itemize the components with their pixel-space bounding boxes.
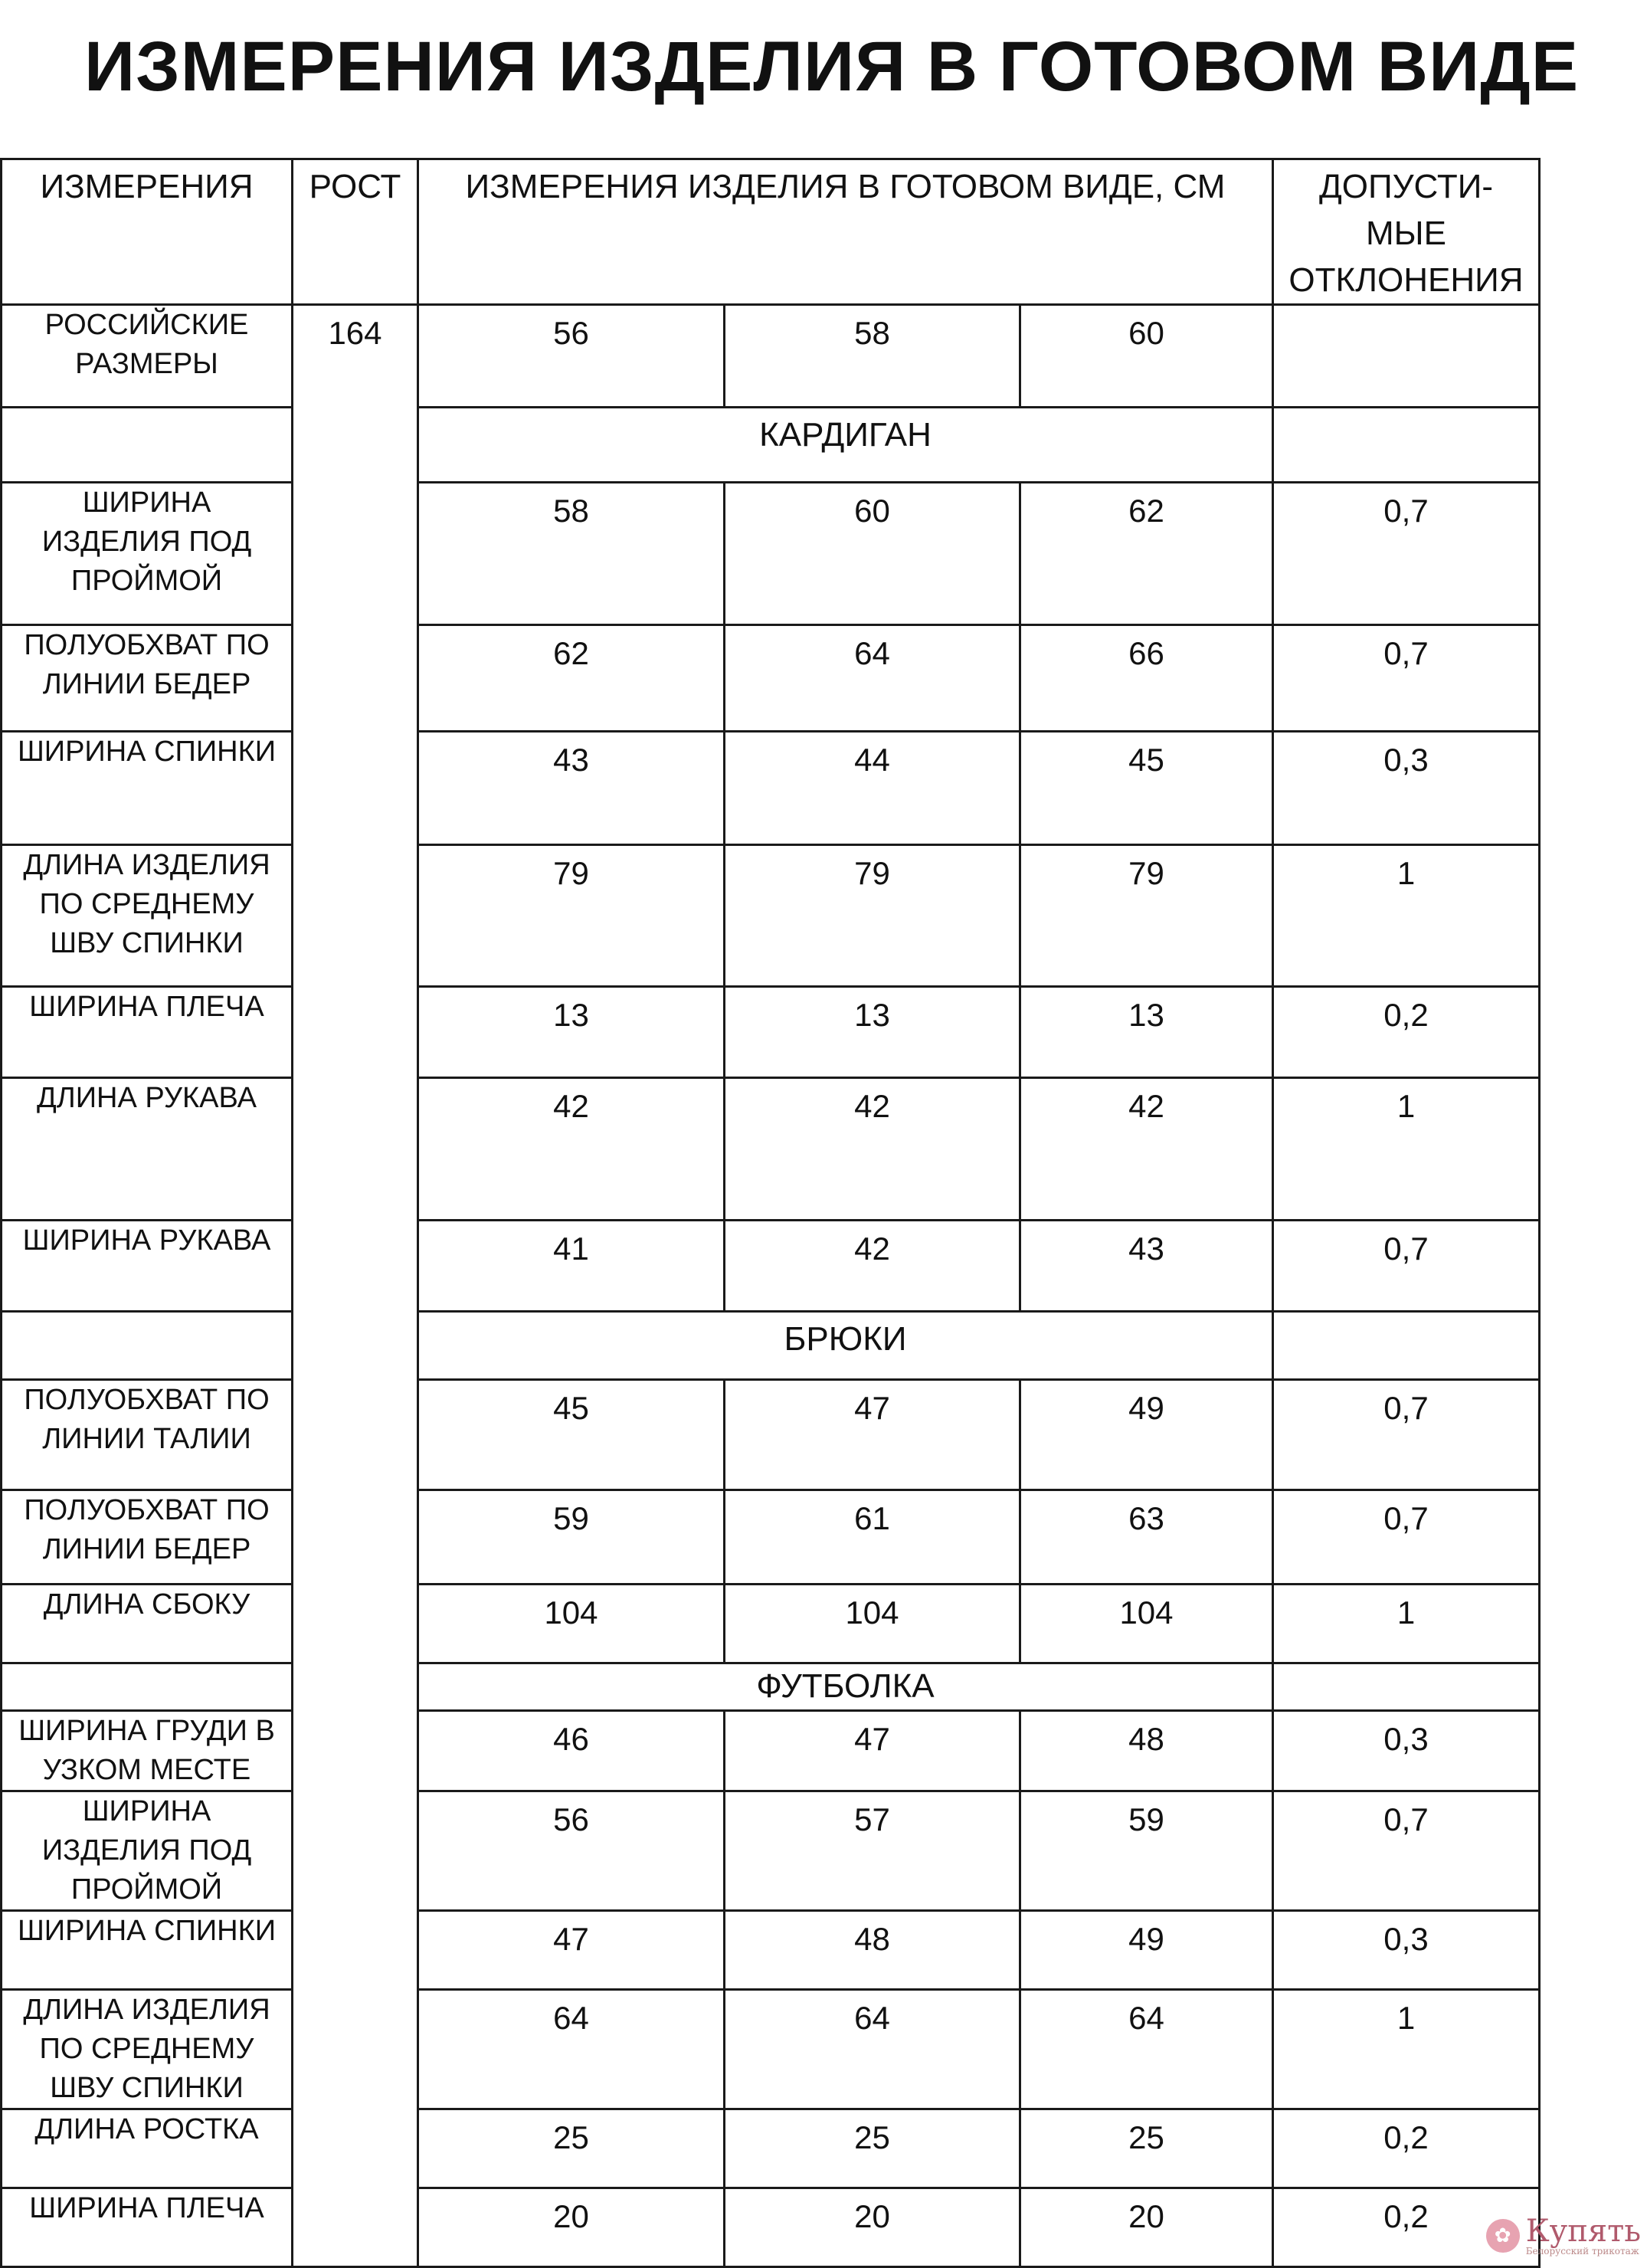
section-empty [2, 1312, 293, 1380]
section-row [2, 408, 1540, 483]
row-value: 13 [725, 987, 1020, 1078]
table-row [2, 1990, 1540, 2109]
table-row [2, 845, 1540, 987]
row-tolerance: 1 [1273, 845, 1540, 987]
row-tolerance: 0,2 [1273, 987, 1540, 1078]
table-row [2, 2188, 1540, 2267]
row-value: 104 [725, 1585, 1020, 1663]
row-value: 48 [725, 1911, 1020, 1990]
row-value: 48 [1020, 1711, 1273, 1791]
row-label: ШИРИНА СПИНКИ [2, 1911, 293, 1990]
row-label: ШИРИНА СПИНКИ [2, 732, 293, 845]
row-label: ШИРИНА ИЗДЕЛИЯ ПОД ПРОЙМОЙ [2, 1791, 293, 1911]
row-tolerance: 0,3 [1273, 732, 1540, 845]
row-label: ДЛИНА РУКАВА [2, 1078, 293, 1221]
row-value: 58 [418, 483, 725, 625]
table-row [2, 1490, 1540, 1585]
table-row [2, 1711, 1540, 1791]
row-tolerance: 0,7 [1273, 1490, 1540, 1585]
row-value: 43 [1020, 1221, 1273, 1312]
row-value: 13 [418, 987, 725, 1078]
section-pants: БРЮКИ [418, 1312, 1273, 1380]
table-row [2, 2109, 1540, 2188]
row-value: 47 [725, 1711, 1020, 1791]
row-value: 25 [418, 2109, 725, 2188]
measurements-table [0, 158, 1541, 2268]
watermark [1486, 2216, 1641, 2256]
row-value: 64 [1020, 1990, 1273, 2109]
row-label: ШИРИНА ИЗДЕЛИЯ ПОД ПРОЙМОЙ [2, 483, 293, 625]
row-value: 25 [725, 2109, 1020, 2188]
row-tolerance: 0,7 [1273, 625, 1540, 732]
row-tolerance: 1 [1273, 1990, 1540, 2109]
header-row [2, 159, 1540, 305]
row-value: 64 [725, 1990, 1020, 2109]
row-label: ШИРИНА ПЛЕЧА [2, 987, 293, 1078]
size-1: 56 [418, 305, 725, 408]
section-empty [1273, 1312, 1540, 1380]
row-value: 49 [1020, 1911, 1273, 1990]
table-row [2, 483, 1540, 625]
row-value: 57 [725, 1791, 1020, 1911]
row-label: ПОЛУОБХВАТ ПО ЛИНИИ БЕДЕР [2, 1490, 293, 1585]
section-cardigan: КАРДИГАН [418, 408, 1273, 483]
header-tolerance: ДОПУСТИ- МЫЕ ОТКЛОНЕНИЯ [1273, 159, 1540, 305]
row-value: 59 [1020, 1791, 1273, 1911]
section-empty [2, 1663, 293, 1711]
table-row [2, 1221, 1540, 1312]
table-row [2, 732, 1540, 845]
row-tolerance: 0,3 [1273, 1911, 1540, 1990]
row-value: 41 [418, 1221, 725, 1312]
row-value: 45 [1020, 732, 1273, 845]
row-value: 49 [1020, 1380, 1273, 1490]
sizes-row [2, 305, 1540, 408]
page-title: ИЗМЕРЕНИЯ ИЗДЕЛИЯ В ГОТОВОМ ВИДЕ [84, 28, 1580, 106]
row-tolerance: 0,2 [1273, 2109, 1540, 2188]
watermark-logo-icon: ✿ [1486, 2219, 1520, 2253]
row-value: 42 [725, 1221, 1020, 1312]
table-row [2, 1791, 1540, 1911]
row-value: 20 [725, 2188, 1020, 2267]
row-value: 79 [1020, 845, 1273, 987]
row-tolerance: 1 [1273, 1585, 1540, 1663]
row-value: 42 [1020, 1078, 1273, 1221]
row-value: 56 [418, 1791, 725, 1911]
table-row [2, 1585, 1540, 1663]
row-label: ШИРИНА ПЛЕЧА [2, 2188, 293, 2267]
row-value: 62 [418, 625, 725, 732]
row-value: 104 [418, 1585, 725, 1663]
row-value: 45 [418, 1380, 725, 1490]
header-measure: ИЗМЕРЕНИЯ [2, 159, 293, 305]
row-tolerance: 0,7 [1273, 1791, 1540, 1911]
row-label: ШИРИНА РУКАВА [2, 1221, 293, 1312]
section-tshirt: ФУТБОЛКА [418, 1663, 1273, 1711]
row-tolerance: 0,7 [1273, 1221, 1540, 1312]
size-2: 58 [725, 305, 1020, 408]
row-label: ПОЛУОБХВАТ ПО ЛИНИИ ТАЛИИ [2, 1380, 293, 1490]
row-label: ДЛИНА ИЗДЕЛИЯ ПО СРЕДНЕМУ ШВУ СПИНКИ [2, 845, 293, 987]
row-value: 79 [725, 845, 1020, 987]
section-row [2, 1312, 1540, 1380]
row-label: ШИРИНА ГРУДИ В УЗКОМ МЕСТЕ [2, 1711, 293, 1791]
row-tolerance: 0,7 [1273, 483, 1540, 625]
table-row [2, 1078, 1540, 1221]
watermark-name: Купять [1525, 2214, 1641, 2249]
row-value: 64 [725, 625, 1020, 732]
section-row [2, 1663, 1540, 1711]
row-label: ПОЛУОБХВАТ ПО ЛИНИИ БЕДЕР [2, 625, 293, 732]
row-label: ДЛИНА СБОКУ [2, 1585, 293, 1663]
watermark-subtitle: Белорусский трикотаж [1525, 2246, 1639, 2257]
row-label: ДЛИНА ИЗДЕЛИЯ ПО СРЕДНЕМУ ШВУ СПИНКИ [2, 1990, 293, 2109]
table-row [2, 987, 1540, 1078]
row-value: 25 [1020, 2109, 1273, 2188]
row-value: 47 [418, 1911, 725, 1990]
section-empty [1273, 1663, 1540, 1711]
row-value: 62 [1020, 483, 1273, 625]
row-tolerance: 0,7 [1273, 1380, 1540, 1490]
header-values: ИЗМЕРЕНИЯ ИЗДЕЛИЯ В ГОТОВОМ ВИДЕ, СМ [418, 159, 1273, 305]
row-value: 20 [1020, 2188, 1273, 2267]
row-value: 79 [418, 845, 725, 987]
row-value: 104 [1020, 1585, 1273, 1663]
row-value: 42 [725, 1078, 1020, 1221]
sizes-label: РОССИЙСКИЕ РАЗМЕРЫ [2, 305, 293, 408]
section-empty [2, 408, 293, 483]
row-label: ДЛИНА РОСТКА [2, 2109, 293, 2188]
row-value: 43 [418, 732, 725, 845]
row-value: 46 [418, 1711, 725, 1791]
row-value: 47 [725, 1380, 1020, 1490]
height-value: 164 [293, 305, 418, 2267]
row-tolerance: 1 [1273, 1078, 1540, 1221]
row-value: 66 [1020, 625, 1273, 732]
row-value: 59 [418, 1490, 725, 1585]
row-value: 61 [725, 1490, 1020, 1585]
sizes-tolerance [1273, 305, 1540, 408]
row-value: 64 [418, 1990, 725, 2109]
size-3: 60 [1020, 305, 1273, 408]
row-value: 13 [1020, 987, 1273, 1078]
row-value: 60 [725, 483, 1020, 625]
table-row [2, 1380, 1540, 1490]
row-value: 42 [418, 1078, 725, 1221]
section-empty [1273, 408, 1540, 483]
row-value: 20 [418, 2188, 725, 2267]
table-row [2, 625, 1540, 732]
row-value: 44 [725, 732, 1020, 845]
header-height: РОСТ [293, 159, 418, 305]
row-tolerance: 0,2 [1273, 2188, 1540, 2267]
row-tolerance: 0,3 [1273, 1711, 1540, 1791]
table-row [2, 1911, 1540, 1990]
row-value: 63 [1020, 1490, 1273, 1585]
